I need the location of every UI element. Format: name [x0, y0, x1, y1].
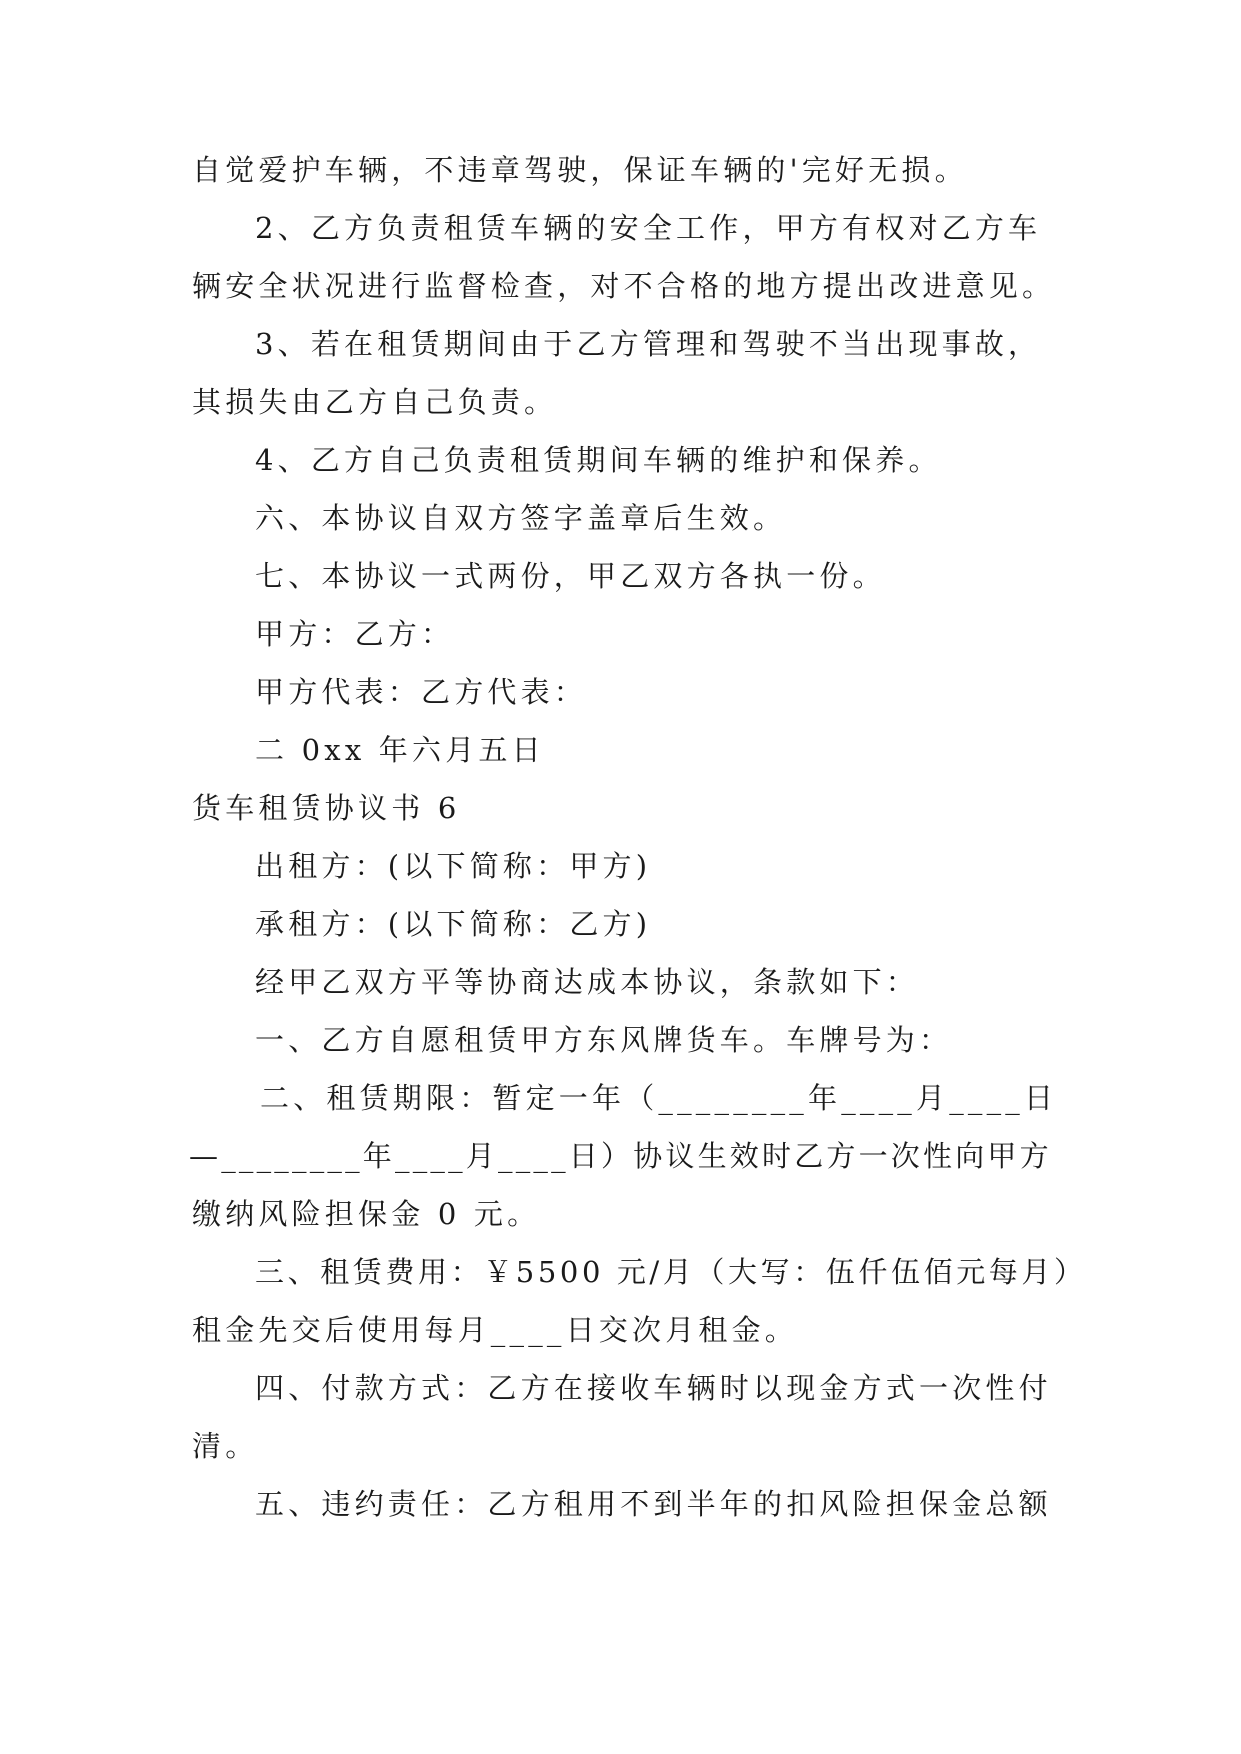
- text-line-9: 甲方：乙方：: [255, 617, 455, 651]
- text-line-6: 4、乙方自己负责租赁期间车辆的维护和保养。: [255, 443, 942, 477]
- text-line-4: 3、若在租赁期间由于乙方管理和驾驶不当出现事故，: [255, 327, 1042, 361]
- text-line-18: —________年____月____日）协议生效时乙方一次性向甲方: [189, 1139, 1052, 1173]
- text-line-22: 四、付款方式：乙方在接收车辆时以现金方式一次性付: [255, 1371, 1052, 1405]
- text-line-7: 六、本协议自双方签字盖章后生效。: [255, 501, 787, 535]
- text-line-17: 二、租赁期限：暂定一年（________年____月____日: [260, 1081, 1058, 1115]
- text-line-15: 经甲乙双方平等协商达成本协议，条款如下：: [255, 965, 920, 999]
- text-line-21: 租金先交后使用每月____日交次月租金。: [192, 1313, 799, 1347]
- section-heading: 货车租赁协议书 6: [192, 791, 461, 825]
- text-line-19: 缴纳风险担保金 0 元。: [192, 1197, 541, 1231]
- text-line-8: 七、本协议一式两份，甲乙双方各执一份。: [255, 559, 886, 593]
- text-line-24: 五、违约责任：乙方租用不到半年的扣风险担保金总额: [255, 1487, 1052, 1521]
- text-line-10: 甲方代表：乙方代表：: [255, 675, 588, 709]
- text-line-1: 自觉爱护车辆，不违章驾驶，保证车辆的'完好无损。: [192, 153, 968, 187]
- text-line-14: 承租方：(以下简称：乙方): [255, 907, 652, 941]
- text-line-13: 出租方：(以下简称：甲方): [255, 849, 652, 883]
- text-line-23: 清。: [192, 1429, 259, 1463]
- text-line-11: 二 0xx 年六月五日: [255, 733, 545, 767]
- text-line-20: 三、租赁费用：￥5500 元/月（大写：伍仟伍佰元每月）: [255, 1255, 1087, 1289]
- text-line-16: 一、乙方自愿租赁甲方东风牌货车。车牌号为：: [255, 1023, 953, 1057]
- text-line-3: 辆安全状况进行监督检查，对不合格的地方提出改进意见。: [192, 269, 1056, 303]
- text-line-5: 其损失由乙方自己负责。: [192, 385, 558, 419]
- text-line-2: 2、乙方负责租赁车辆的安全工作，甲方有权对乙方车: [255, 211, 1042, 245]
